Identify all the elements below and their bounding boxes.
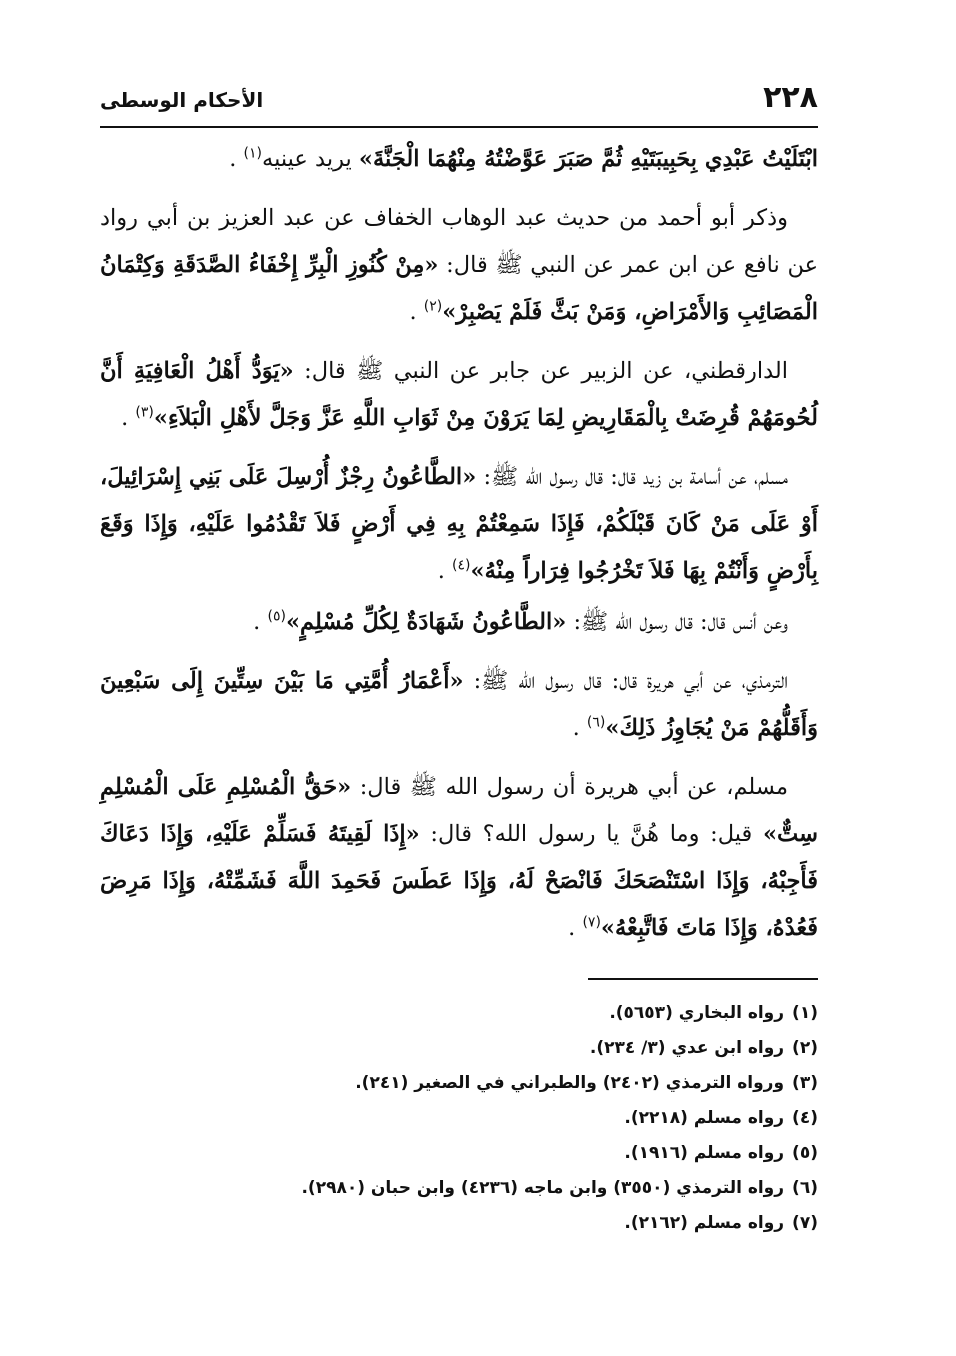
paragraph-end: . bbox=[568, 915, 583, 941]
footnote-number: (٥) bbox=[792, 1143, 818, 1163]
footnote-item bbox=[100, 996, 818, 1031]
footnote-number: (٤) bbox=[792, 1108, 818, 1128]
paragraph-text: مسلم، عن أسامة بن زيد قال: قال رسول الله ﷺ: bbox=[476, 464, 788, 490]
hadith-quote: «حَقُّ الْمُسْلِمِ عَلَى الْمُسْلِمِ سِتٌّ» bbox=[100, 774, 818, 847]
footnote-text: ورواه الترمذي (٢٤٠٢) والطبراني في الصغير (٢٤١). bbox=[355, 1073, 785, 1093]
footnote-separator bbox=[588, 978, 818, 980]
footnote-ref: (٥) bbox=[267, 608, 286, 625]
hadith-quote: «أَعْمَارُ أُمَّتِي مَا بَيْنَ سِتِّينَ إِلَى سَبْعِينَ وَأَقَلُّهُمْ مَنْ يُجَاوِزُ ذَلِكَ» bbox=[100, 668, 818, 741]
book-title: الأحكام الوسطى bbox=[100, 88, 264, 112]
footnote-item bbox=[100, 1136, 818, 1171]
hadith-quote: «إِذَا لَقِيتَهُ فَسَلِّمْ عَلَيْهِ، وَإِذَا دَعَاكَ فَأَجِبْهُ، وَإِذَا اسْتَنْصَحَكَ فَانْصَحْ لَهُ، وَإِذَا عَطَسَ فَحَمِدَ اللَّهَ فَشَمِّتْهُ، وَإِذَا مَرِضَ فَعُدْهُ، وَإِذَا مَاتَ فَاتَّبِعْهُ» bbox=[100, 821, 818, 941]
footnote-ref: (٤) bbox=[452, 557, 471, 574]
paragraph-end: . bbox=[572, 715, 587, 741]
paragraph-3 bbox=[100, 348, 818, 442]
page bbox=[100, 80, 818, 1280]
footnote-text: رواه مسلم (٢١٦٢). bbox=[624, 1213, 785, 1233]
paragraph-7 bbox=[100, 764, 818, 952]
footnote-item bbox=[100, 1171, 818, 1206]
paragraph-text: يريد عينيه bbox=[262, 146, 359, 172]
footnote-ref: (٧) bbox=[582, 914, 601, 931]
paragraph-text: الدارقطني، عن الزبير عن جابر عن النبي ﷺ قال: bbox=[293, 358, 788, 384]
paragraph-6 bbox=[100, 658, 818, 752]
paragraph-end: . bbox=[253, 609, 268, 635]
footnote-number: (١) bbox=[792, 1003, 818, 1023]
paragraph-4 bbox=[100, 454, 818, 595]
footnote-text: رواه ابن عدي (٣/ ٢٣٤). bbox=[589, 1038, 785, 1058]
hadith-quote: «يَوَدُّ أَهْلُ الْعَافِيَةِ أَنَّ لُحُومَهُمْ قُرِضَتْ بِالْمَقَارِيضِ لِمَا يَرَوْنَ مِنْ ثَوَابِ اللَّهِ عَزَّ وَجَلَّ لأَهْلِ الْبَلاَءِ» bbox=[100, 358, 818, 431]
footnote-item bbox=[100, 1101, 818, 1136]
footnote-item bbox=[100, 1206, 818, 1241]
paragraph-5 bbox=[100, 599, 818, 646]
footnote-ref: (٢) bbox=[423, 298, 443, 315]
footnote-item bbox=[100, 1066, 818, 1101]
footnote-number: (٣) bbox=[792, 1073, 818, 1093]
page-number: ٢٢٨ bbox=[763, 80, 818, 115]
hadith-quote: ابْتَلَيْتُ عَبْدِي بِحَبِيبَتَيْهِ ثُمَّ صَبَرَ عَوَّضْتُهُ مِنْهُمَا الْجَنَّةَ» bbox=[358, 146, 818, 172]
hadith-quote: «الطَّاعُونُ شَهَادَةٌ لِكُلِّ مُسْلِمٍ» bbox=[285, 609, 567, 635]
paragraph-end: . bbox=[409, 299, 424, 325]
footnote-text: رواه الترمذي (٣٥٥٠) وابن ماجه (٤٢٣٦) وابن حبان (٢٩٨٠). bbox=[301, 1178, 785, 1198]
paragraph-2 bbox=[100, 195, 818, 336]
paragraph-text: الترمذي، عن أبي هريرة قال: قال رسول الله ﷺ: bbox=[463, 668, 788, 694]
footnote-number: (٧) bbox=[792, 1213, 818, 1233]
footnotes-list bbox=[100, 996, 818, 1241]
footnote-text: رواه مسلم (١٩١٦). bbox=[624, 1143, 785, 1163]
body-text bbox=[100, 136, 818, 952]
paragraph-end: . bbox=[437, 558, 453, 584]
paragraph-end: . bbox=[121, 405, 136, 431]
footnote-text: رواه البخاري (٥٦٥٣). bbox=[609, 1003, 785, 1023]
paragraph-1 bbox=[100, 136, 818, 183]
paragraph-end: . bbox=[229, 146, 244, 172]
footnote-text: رواه مسلم (٢٢١٨). bbox=[624, 1108, 785, 1128]
paragraph-text: قيل: وما هُنَّ يا رسول الله؟ قال: bbox=[419, 821, 763, 847]
hadith-quote: «الطَّاعُونُ رِجْزٌ أُرْسِلَ عَلَى بَنِي إِسْرَائِيلَ، أَوْ عَلَى مَنْ كَانَ قَبْلَكُمْ، فَإِذَا سَمِعْتُمْ بِهِ فِي أَرْضٍ فَلاَ تَقْدُمُوا عَلَيْهِ، وَإِذَا وَقَعَ بِأَرْضٍ وَأَنْتُمْ بِهَا فَلاَ تَخْرُجُوا فِرَاراً مِنْهُ» bbox=[100, 464, 818, 584]
footnote-item bbox=[100, 1031, 818, 1066]
hadith-quote: «مِنْ كُنُوزِ الْبِرِّ إِخْفَاءُ الصَّدَقَةِ وَكِتْمَانُ الْمَصَائِبِ وَالأَمْرَاضِ، وَمَنْ بَثَّ فَلَمْ يَصْبِرْ» bbox=[100, 252, 818, 325]
footnote-ref: (٣) bbox=[135, 404, 154, 421]
footnote-ref: (٦) bbox=[586, 714, 606, 731]
running-header bbox=[100, 80, 818, 128]
paragraph-text: وذكر أبو أحمد من حديث عبد الوهاب الخفاف عن عبد العزيز بن أبي رواد عن نافع عن ابن عمر عن النبي ﷺ قال: bbox=[100, 205, 818, 278]
footnote-number: (٢) bbox=[792, 1038, 818, 1058]
footnote-number: (٦) bbox=[792, 1178, 818, 1198]
paragraph-text: مسلم، عن أبي هريرة أن رسول الله ﷺ قال: bbox=[351, 774, 789, 800]
footnote-ref: (١) bbox=[243, 145, 262, 162]
paragraph-text: وعن أنس قال: قال رسول الله ﷺ: bbox=[566, 609, 788, 635]
